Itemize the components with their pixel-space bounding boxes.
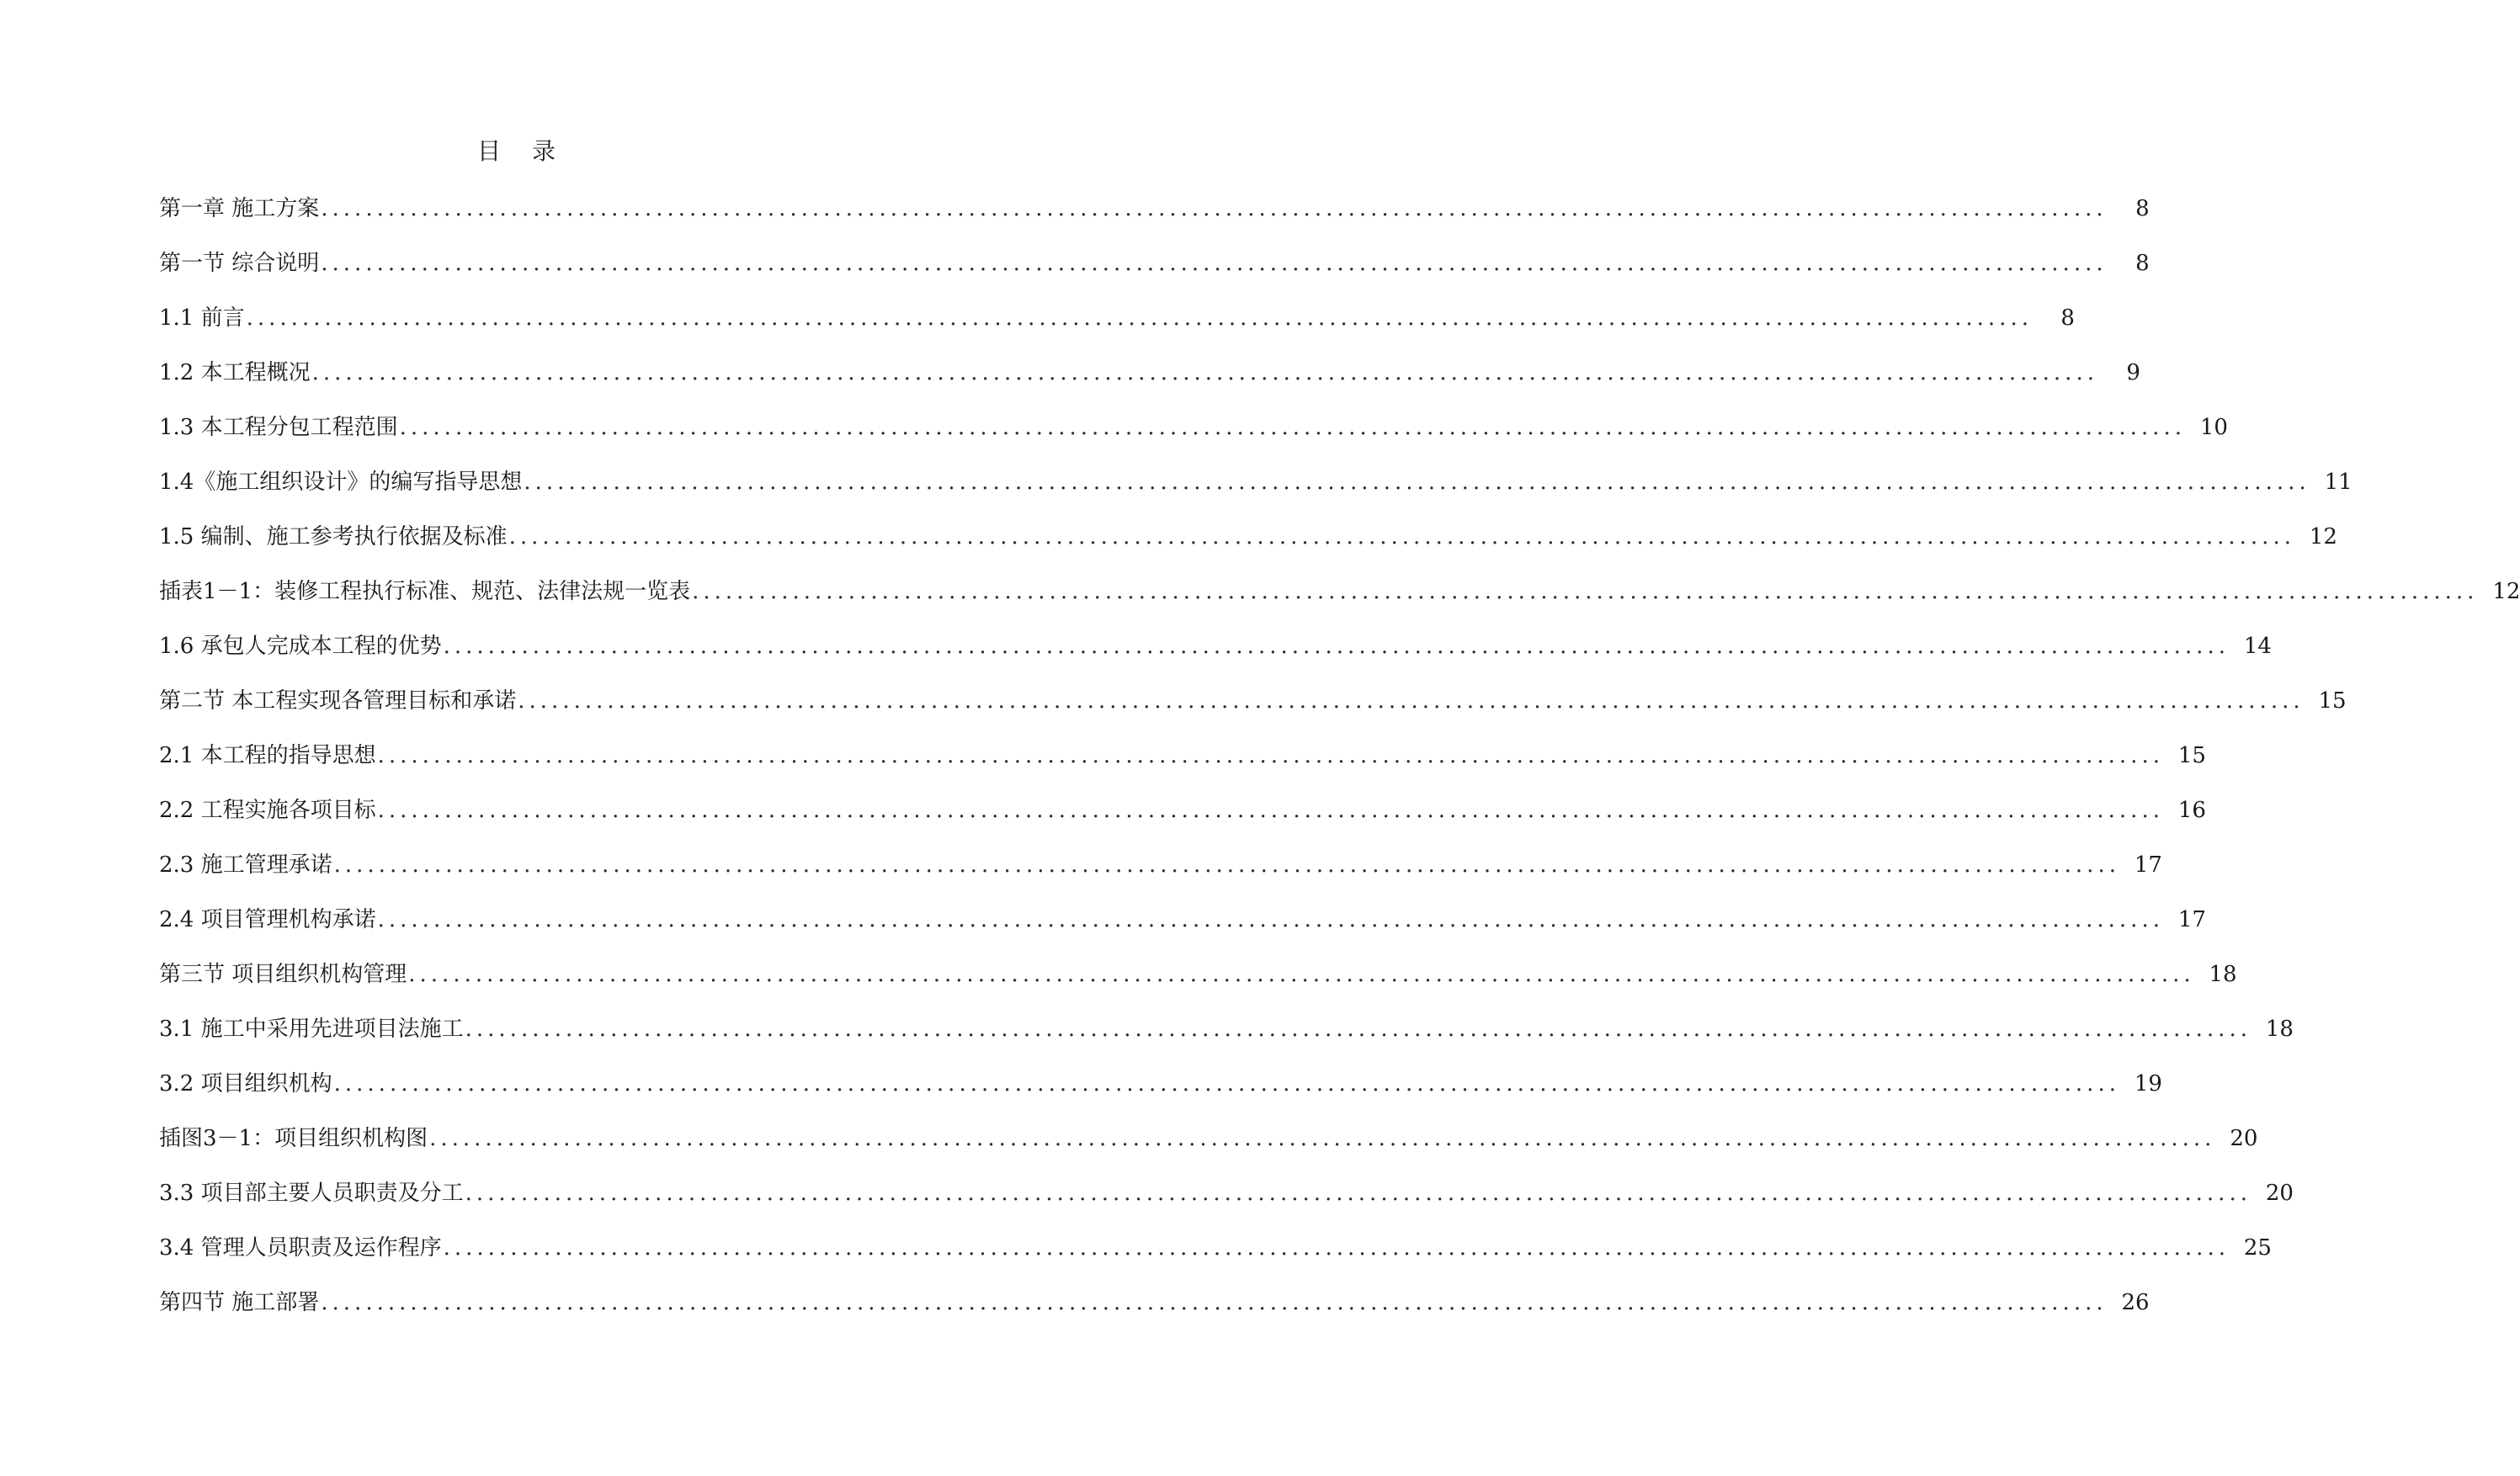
- toc-page-number: 16: [2177, 798, 2206, 823]
- toc-entry-title: 第四节 施工部署: [159, 1290, 320, 1315]
- toc-dot-leader: ................................................................................................................................................................: [443, 1235, 2230, 1261]
- toc-dot-leader: ................................................................................................................................................................: [465, 1017, 2252, 1042]
- toc-page-number: 12: [2309, 524, 2337, 550]
- toc-dot-leader: ................................................................................................................................................................: [443, 634, 2230, 659]
- toc-entry[interactable]: [159, 192, 2150, 247]
- toc-dot-leader: ................................................................................................................................................................: [321, 196, 2108, 221]
- toc-page-number: 18: [2265, 1017, 2294, 1042]
- toc-dot-leader: ................................................................................................................................................................: [429, 1126, 2216, 1151]
- toc-entry-title: 1.1 前言: [159, 305, 245, 331]
- toc-entry-title: 第三节 项目组织机构管理: [159, 962, 407, 987]
- toc-dot-leader: ................................................................................................................................................................: [518, 688, 2305, 714]
- toc-page-number: 17: [2177, 907, 2206, 932]
- toc-page-number: 26: [2121, 1290, 2150, 1315]
- toc-page-number: 20: [2265, 1181, 2294, 1206]
- toc-dot-leader: ................................................................................................................................................................: [408, 962, 2195, 987]
- toc-entry-title: 3.4 管理人员职责及运作程序: [159, 1235, 442, 1261]
- toc-dot-leader: ................................................................................................................................................................: [321, 1290, 2108, 1315]
- toc-dot-leader: ................................................................................................................................................................: [246, 305, 2033, 331]
- toc-dot-leader: ................................................................................................................................................................: [465, 1181, 2252, 1206]
- toc-entry-title: 3.2 项目组织机构: [159, 1071, 332, 1096]
- toc-dot-leader: ................................................................................................................................................................: [377, 798, 2164, 823]
- toc-entry-title: 2.1 本工程的指导思想: [159, 743, 376, 768]
- toc-dot-leader: ................................................................................................................................................................: [321, 251, 2108, 276]
- toc-page-number: 10: [2199, 415, 2228, 440]
- toc-entry-title: 插表1－1：装修工程执行标准、规范、法律法规一览表: [159, 579, 691, 604]
- toc-entry-title: 第一节 综合说明: [159, 251, 320, 276]
- toc-page-number: 25: [2243, 1235, 2272, 1261]
- toc-entry[interactable]: [159, 1012, 2294, 1067]
- toc-entry[interactable]: [159, 247, 2150, 301]
- toc-dot-leader: ................................................................................................................................................................: [692, 579, 2479, 604]
- toc-entry[interactable]: [159, 1122, 2258, 1176]
- toc-entry[interactable]: [159, 465, 2353, 520]
- toc-entry[interactable]: [159, 520, 2337, 575]
- toc-dot-leader: ................................................................................................................................................................: [399, 415, 2186, 440]
- toc-entry-title: 3.3 项目部主要人员职责及分工: [159, 1181, 464, 1206]
- toc-page-number: 8: [2135, 251, 2150, 276]
- toc-entry-title: 2.2 工程实施各项目标: [159, 798, 376, 823]
- toc-entry-title: 1.5 编制、施工参考执行依据及标准: [159, 524, 508, 550]
- toc-entry-title: 2.4 项目管理机构承诺: [159, 907, 376, 932]
- toc-entry-title: 1.4《施工组织设计》的编写指导思想: [159, 470, 523, 495]
- toc-dot-leader: ................................................................................................................................................................: [524, 470, 2310, 495]
- toc-page-number: 9: [2126, 360, 2140, 385]
- toc-entry[interactable]: [159, 794, 2206, 848]
- toc-page-number: 20: [2230, 1126, 2258, 1151]
- toc-page-number: 18: [2209, 962, 2237, 987]
- toc-dot-leader: ................................................................................................................................................................: [508, 524, 2295, 550]
- toc-title: 目 录: [477, 137, 567, 165]
- toc-page-number: 8: [2060, 305, 2075, 331]
- toc-entry[interactable]: [159, 848, 2162, 903]
- toc-dot-leader: ................................................................................................................................................................: [311, 360, 2098, 385]
- toc-entry[interactable]: [159, 301, 2075, 356]
- toc-entry[interactable]: [159, 684, 2347, 739]
- toc-entry[interactable]: [159, 1286, 2150, 1341]
- toc-entry-title: 1.2 本工程概况: [159, 360, 311, 385]
- toc-page-number: 12: [2492, 579, 2520, 604]
- toc-entry[interactable]: [159, 739, 2206, 794]
- table-of-contents: [159, 192, 2520, 1341]
- toc-entry-title: 1.6 承包人完成本工程的优势: [159, 634, 442, 659]
- toc-entry[interactable]: [159, 1231, 2272, 1286]
- toc-dot-leader: ................................................................................................................................................................: [377, 743, 2164, 768]
- toc-entry[interactable]: [159, 356, 2140, 411]
- toc-entry-title: 2.3 施工管理承诺: [159, 852, 332, 878]
- toc-dot-leader: ................................................................................................................................................................: [377, 907, 2164, 932]
- toc-entry[interactable]: [159, 1067, 2162, 1122]
- toc-entry-title: 第一章 施工方案: [159, 196, 320, 221]
- toc-page-number: 17: [2134, 852, 2162, 878]
- toc-page-number: 15: [2177, 743, 2206, 768]
- toc-dot-leader: ................................................................................................................................................................: [333, 852, 2120, 878]
- toc-entry-title: 1.3 本工程分包工程范围: [159, 415, 398, 440]
- toc-page-number: 14: [2243, 634, 2272, 659]
- toc-entry-title: 插图3－1：项目组织机构图: [159, 1126, 428, 1151]
- toc-dot-leader: ................................................................................................................................................................: [333, 1071, 2120, 1096]
- toc-entry-title: 3.1 施工中采用先进项目法施工: [159, 1017, 464, 1042]
- toc-entry-title: 第二节 本工程实现各管理目标和承诺: [159, 688, 517, 714]
- toc-entry[interactable]: [159, 575, 2520, 629]
- toc-entry[interactable]: [159, 411, 2228, 465]
- toc-entry[interactable]: [159, 629, 2272, 684]
- toc-page-number: 8: [2135, 196, 2150, 221]
- toc-entry[interactable]: [159, 903, 2206, 958]
- toc-page-number: 19: [2134, 1071, 2162, 1096]
- toc-page-number: 15: [2318, 688, 2347, 714]
- toc-entry[interactable]: [159, 958, 2237, 1012]
- toc-entry[interactable]: [159, 1176, 2294, 1231]
- toc-page-number: 11: [2324, 470, 2353, 495]
